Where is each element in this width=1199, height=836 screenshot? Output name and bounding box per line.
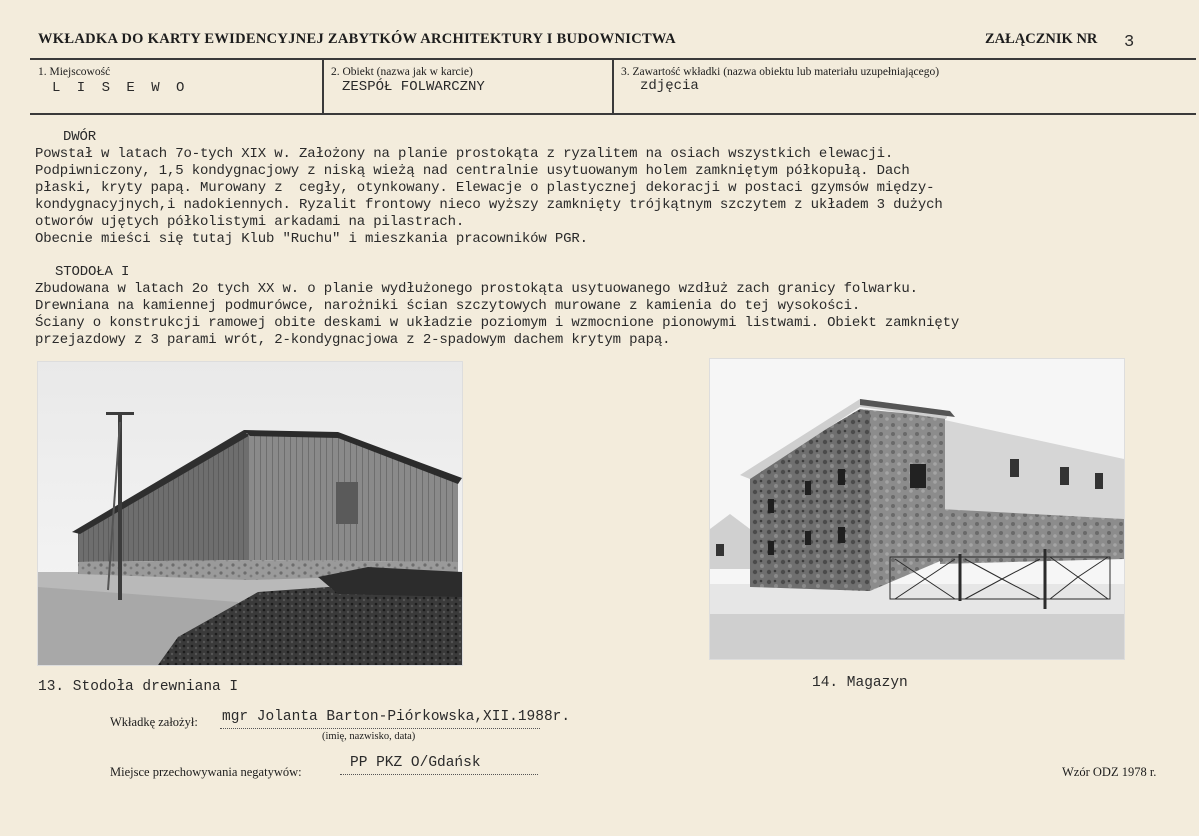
stodola-line-1: Zbudowana w latach 2o tych XX w. o planie wydłużonego prostokąta usytuowanego wzdłuż zach granicy folwarku.	[35, 281, 918, 297]
storage-label: Miejsce przechowywania negatywów:	[110, 765, 302, 779]
dwor-line-1: Powstał w latach 7o-tych XIX w. Założony na planie prostokąta z ryzalitem na osiach wszystkich elewacji.	[35, 146, 894, 162]
attachment-label: ZAŁĄCZNIK NR	[985, 31, 1098, 47]
field-divider-1	[322, 58, 324, 114]
field-divider-2	[612, 58, 614, 114]
stodola-line-4: przejazdowy z 3 parami wrót, 2-kondygnacjowa z 2-spadowym dachem krytym papą.	[35, 332, 671, 348]
locality-value: L I S E W O	[52, 80, 189, 96]
dwor-line-3: płaski, kryty papą. Murowany z cegły, otynkowany. Elewacje o plastycznej dekoracji w postaci gzymsów między-	[35, 180, 935, 196]
content-label: 3. Zawartość wkładki (nazwa obiektu lub materiału uzupełniającego)	[621, 66, 940, 78]
dwor-line-4: kondygnacyjnych,i nadokiennych. Ryzalit frontowy nieco wyższy zamknięty trójkątnym szczytem z układem 3 dużych	[35, 197, 943, 213]
photo-barn	[38, 362, 462, 665]
photo-caption-warehouse: 14. Magazyn	[812, 675, 908, 691]
stodola-line-3: Ściany o konstrukcji ramowej obite deskami w układzie poziomym i wzmocnione pionowymi listwami. Obiekt zamknięty	[35, 315, 960, 331]
locality-label: 1. Miejscowość	[38, 66, 111, 78]
form-model-id: Wzór ODZ 1978 r.	[1062, 765, 1157, 779]
content-value: zdjęcia	[640, 78, 699, 94]
author-underline	[220, 728, 540, 729]
section-heading-stodola: STODOŁA I	[55, 264, 130, 280]
dwor-line-2: Podpiwniczony, 1,5 kondygnacjowy z niską wieżą nad centralnie usytuowanym holem zamkniętym półkopułą. Dach	[35, 163, 910, 179]
object-label: 2. Obiekt (nazwa jak w karcie)	[331, 66, 473, 78]
attachment-number: 3	[1124, 33, 1135, 52]
storage-value: PP PKZ O/Gdańsk	[350, 755, 481, 771]
section-heading-dwor: DWÓR	[63, 129, 97, 145]
photo-caption-barn: 13. Stodoła drewniana I	[38, 679, 239, 695]
form-title: WKŁADKA DO KARTY EWIDENCYJNEJ ZABYTKÓW ARCHITEKTURY I BUDOWNICTWA	[38, 31, 676, 47]
author-value: mgr Jolanta Barton-Piórkowska,XII.1988r.	[222, 709, 571, 725]
photo-warehouse	[710, 359, 1124, 659]
dwor-line-6: Obecnie mieści się tutaj Klub "Ruchu" i mieszkania pracowników PGR.	[35, 231, 588, 247]
object-value: ZESPÓŁ FOLWARCZNY	[342, 79, 485, 95]
author-label: Wkładkę założył:	[110, 715, 198, 729]
dwor-line-5: otworów ujętych półkolistymi arkadami na pilastrach.	[35, 214, 465, 230]
author-hint: (imię, nazwisko, data)	[322, 731, 416, 742]
storage-underline	[340, 774, 538, 775]
stodola-line-2: Drewniana na kamiennej podmurówce, narożniki ścian szczytowych murowane z kamienia do tej wysokości.	[35, 298, 861, 314]
